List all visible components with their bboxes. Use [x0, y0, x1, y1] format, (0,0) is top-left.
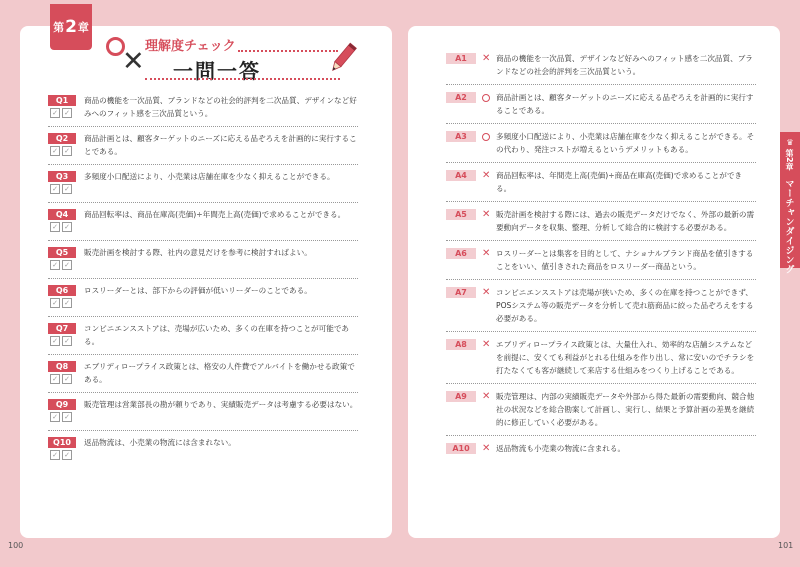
check-boxes [50, 108, 72, 118]
checkbox[interactable]: ✓ [62, 108, 72, 118]
cross-icon: ✕ [122, 46, 145, 77]
checkbox[interactable]: ✓ [50, 412, 60, 422]
answer-text: 商品回転率は、年間売上高(売価)÷商品在庫高(売価)で求めることができる。 [496, 171, 743, 193]
checkbox[interactable]: ✓ [50, 374, 60, 384]
cross-mark-icon: ✕ [482, 248, 491, 259]
answer-item [446, 208, 756, 241]
question-list [48, 94, 358, 473]
question-item [48, 208, 358, 241]
answer-label: A4 [446, 170, 476, 181]
page-number-left: 100 [8, 541, 24, 550]
question-label: Q3 [48, 171, 76, 182]
question-label: Q8 [48, 361, 76, 372]
question-item [48, 170, 358, 203]
question-text: 商品の機能を一次品質、ブランドなどの社会的評判を二次品質、デザインなど好みへのフィット感を三次品質という。 [84, 96, 357, 118]
check-boxes [50, 298, 72, 308]
question-label: Q5 [48, 247, 76, 258]
answer-label: A7 [446, 287, 476, 298]
answer-text: 返品物流も小売業の物流に含まれる。 [496, 444, 626, 453]
page-number-right: 101 [778, 541, 794, 550]
cross-mark-icon: ✕ [482, 339, 491, 350]
answer-label: A9 [446, 391, 476, 402]
question-label: Q4 [48, 209, 76, 220]
question-text: 返品物流は、小売業の物流には含まれない。 [84, 438, 236, 447]
answer-list [446, 52, 756, 467]
answer-text: 販売計画を検討する際には、過去の販売データだけでなく、外部の最新の需要動向データを収集、整理、分析して総合的に検討する必要がある。 [496, 210, 755, 232]
answer-item [446, 390, 756, 436]
page-title: 一問一答 [173, 59, 261, 83]
check-boxes [50, 222, 72, 232]
question-text: ロスリーダーとは、部下からの評価が低いリーダーのことである。 [84, 286, 312, 295]
cross-mark-icon: ✕ [482, 53, 491, 64]
title-underline [145, 78, 340, 80]
circle-mark-icon [482, 133, 490, 141]
question-label: Q1 [48, 95, 76, 106]
answer-text: エブリディロープライス政策とは、大量仕入れ、効率的な店舗システムなどを前提に、安くても利益がとれる仕組みを作り出し、常に安いのでチラシを打たなくても客が継続して来店する仕組みをつくり上げることである。 [496, 340, 755, 375]
question-item [48, 94, 358, 127]
answer-label: A6 [446, 248, 476, 259]
answer-item [446, 338, 756, 384]
question-text: エブリディロープライス政策とは、格安の人件費でアルバイトを働かせる政策である。 [84, 362, 355, 384]
circle-mark-icon [482, 94, 490, 102]
answer-item [446, 247, 756, 280]
cross-mark-icon: ✕ [482, 287, 491, 298]
side-chapter-label: 第2章 [785, 149, 794, 171]
answer-label: A3 [446, 131, 476, 142]
check-boxes [50, 450, 72, 460]
question-item [48, 246, 358, 279]
answer-label: A2 [446, 92, 476, 103]
chapter-tab [50, 4, 92, 50]
question-item [48, 360, 358, 393]
circle-cross-icon [103, 34, 147, 78]
question-label: Q9 [48, 399, 76, 410]
question-label: Q2 [48, 133, 76, 144]
checkbox[interactable]: ✓ [62, 412, 72, 422]
answer-label: A10 [446, 443, 476, 454]
check-boxes [50, 146, 72, 156]
chapter-number: 2 [65, 17, 77, 37]
question-label: Q6 [48, 285, 76, 296]
checkbox[interactable]: ✓ [50, 108, 60, 118]
answer-item [446, 130, 756, 163]
answer-label: A1 [446, 53, 476, 64]
answer-text: コンビニエンスストアは売場が狭いため、多くの在庫を持つことができず、POSシステム等の販売データを分析して売れ筋商品に絞った品ぞろえをする必要がある。 [496, 288, 754, 323]
checkbox[interactable]: ✓ [62, 450, 72, 460]
answer-label: A5 [446, 209, 476, 220]
checkbox[interactable]: ✓ [62, 222, 72, 232]
cross-mark-icon: ✕ [482, 170, 491, 181]
chapter-suffix: 章 [77, 21, 89, 34]
question-item [48, 436, 358, 468]
check-boxes [50, 374, 72, 384]
answer-text: 多頻度小口配送により、小売業は店舗在庫を少なく抑えることができる。その代わり、発注コストが増えるというデメリットもある。 [496, 132, 755, 154]
answer-item [446, 286, 756, 332]
cross-mark-icon: ✕ [482, 443, 491, 454]
checkbox[interactable]: ✓ [50, 336, 60, 346]
answer-item [446, 52, 756, 85]
question-text: 商品回転率は、商品在庫高(売価)÷年間売上高(売価)で求めることができる。 [84, 210, 346, 219]
checkbox[interactable]: ✓ [62, 146, 72, 156]
checkbox[interactable]: ✓ [50, 146, 60, 156]
question-text: 多頻度小口配送により、小売業は店舗在庫を少なく抑えることができる。 [84, 172, 335, 181]
answer-text: ロスリーダーとは集客を目的として、ナショナルブランド商品を値引きすることをいい、値引きされた商品をロスリーダー商品という。 [496, 249, 754, 271]
answer-text: 販売管理は、内部の実績販売データや外部から得た最新の需要動向、競合他社の状況などを総合勘案して計画し、実行し、結果と予算計画の差異を継続的に修正していく必要がある。 [496, 392, 755, 427]
question-text: 販売管理は営業部長の勘が頼りであり、実績販売データは考慮する必要はない。 [84, 400, 358, 409]
checkbox[interactable]: ✓ [62, 374, 72, 384]
checkbox[interactable]: ✓ [50, 260, 60, 270]
side-chapter-title: マーチャンダイジング [783, 178, 794, 274]
pencil-icon [329, 40, 357, 76]
question-label: Q10 [48, 437, 76, 448]
question-text: 商品計画とは、顧客ターゲットのニーズに応える品ぞろえを計画的に実行することである。 [84, 134, 357, 156]
check-boxes [50, 412, 72, 422]
answer-item [446, 442, 756, 461]
check-boxes [50, 184, 72, 194]
checkbox[interactable]: ✓ [62, 298, 72, 308]
question-text: コンビニエンスストアは、売場が広いため、多くの在庫を持つことが可能である。 [84, 324, 350, 346]
question-label: Q7 [48, 323, 76, 334]
question-item [48, 132, 358, 165]
checkbox[interactable]: ✓ [62, 260, 72, 270]
checkbox[interactable]: ✓ [62, 184, 72, 194]
checkbox[interactable]: ✓ [50, 298, 60, 308]
crown-icon: ♛ [786, 138, 794, 147]
question-item [48, 322, 358, 355]
answer-text: 商品計画とは、顧客ターゲットのニーズに応える品ぞろえを計画的に実行することである。 [496, 93, 754, 115]
question-text: 販売計画を検討する際、社内の意見だけを参考に検討すればよい。 [84, 248, 312, 257]
answer-item [446, 91, 756, 124]
check-boxes [50, 336, 72, 346]
answer-text: 商品の機能を一次品質、デザインなど好みへのフィット感を二次品質、ブランドなどの社会的評判を三次品質という。 [496, 54, 753, 76]
check-boxes [50, 260, 72, 270]
title-subtitle: 理解度チェック [145, 39, 236, 54]
answer-label: A8 [446, 339, 476, 350]
question-item [48, 398, 358, 431]
checkbox[interactable]: ✓ [50, 450, 60, 460]
cross-mark-icon: ✕ [482, 209, 491, 220]
checkbox[interactable]: ✓ [62, 336, 72, 346]
checkbox[interactable]: ✓ [50, 184, 60, 194]
checkbox[interactable]: ✓ [50, 222, 60, 232]
answer-item [446, 169, 756, 202]
side-chapter-tab [780, 132, 800, 274]
title-underline-top [238, 50, 338, 52]
title-area [103, 34, 363, 84]
cross-mark-icon: ✕ [482, 391, 491, 402]
chapter-prefix: 第 [53, 21, 65, 34]
question-item [48, 284, 358, 317]
